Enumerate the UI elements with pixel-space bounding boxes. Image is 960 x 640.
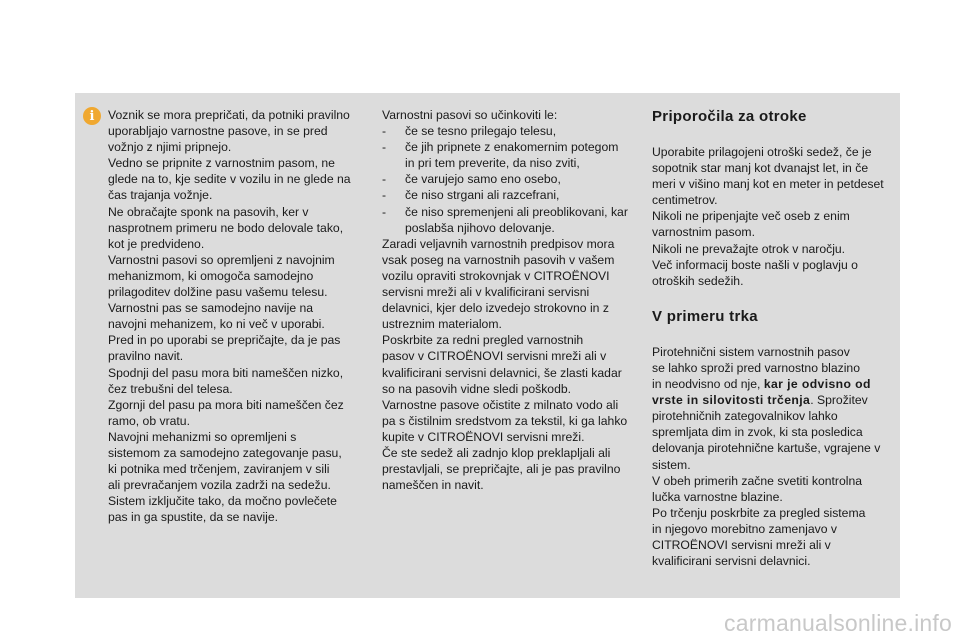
text-line: Varnostne pasove očistite z milnato vodo ali xyxy=(382,397,619,412)
text-line: vožnjo z njimi pripnejo. xyxy=(108,140,232,155)
collision-line: Pirotehnični sistem varnostnih pasov xyxy=(652,344,850,359)
text-line: Voznik se mora prepričati, da potniki pravilno xyxy=(108,108,350,122)
watermark: carmanualsonline.info xyxy=(724,610,952,636)
text-line: kot je predvideno. xyxy=(108,236,205,251)
collision-emphasis: kar je odvisno od xyxy=(763,377,871,392)
text-line: ki potnika med trčenjem, zaviranjem v sili xyxy=(108,462,330,477)
list-item xyxy=(382,139,635,171)
text-line: delavnici, kjer delo izvedejo strokovno in z xyxy=(382,301,609,316)
effectiveness-list xyxy=(382,123,635,236)
list-item-text: če varujejo samo eno osebo, xyxy=(405,172,561,187)
text-line: centimetrov. xyxy=(652,193,718,208)
effective-intro: Varnostni pasovi so učinkoviti le: xyxy=(382,108,558,122)
text-line: Poskrbite za redni pregled varnostnih xyxy=(382,333,584,348)
text-line: kvalificirani servisni delavnici, še zlasti kadar xyxy=(382,365,622,380)
text-line: V obeh primerih začne svetiti kontrolna xyxy=(652,473,863,488)
children-heading: Priporočila za otroke xyxy=(652,108,807,125)
text-line: prilagoditev dolžine pasu vašemu telesu. xyxy=(108,285,328,300)
collision-line xyxy=(652,392,888,408)
maintenance-text xyxy=(382,236,635,494)
text-line: navojni mehanizem, ko ni več v uporabi. xyxy=(108,317,325,332)
text-line: Navojni mehanizmi so opremljeni s xyxy=(108,429,297,444)
text-line: otroških sedežih. xyxy=(652,273,744,288)
text-line: Varnostni pasovi so opremljeni z navojnim xyxy=(108,252,335,267)
list-item xyxy=(382,204,635,236)
text-line: prestavljali, se prepričajte, ali je pas pravilno xyxy=(382,462,621,477)
text-line: Varnostni pas se samodejno navije na xyxy=(108,301,314,316)
collision-line xyxy=(652,376,888,392)
text-line: čas trajanja vožnje. xyxy=(108,188,213,203)
list-item-text: če niso strgani ali razcefrani, xyxy=(405,188,560,203)
text-line: Po trčenju poskrbite za pregled sistema xyxy=(652,505,866,520)
seatbelt-general-text xyxy=(108,107,361,525)
text-line: ali prevračanjem vozila zadrži na sedežu. xyxy=(108,478,331,493)
text-line: ustreznim materialom. xyxy=(382,317,502,332)
text-line: glede na to, kje sedite v vozilu in ne glede na xyxy=(108,172,351,187)
text-line: delovanja pirotehnične kartuše, vgrajene v xyxy=(652,441,881,456)
text-line: pas in ga spustite, da se navije. xyxy=(108,510,279,525)
text-line: pravilno navit. xyxy=(108,349,184,364)
collision-heading: V primeru trka xyxy=(652,307,758,325)
text-line: nasprotnem primeru ne bodo delovale tako, xyxy=(108,220,344,235)
text-line: kvalificirani servisni delavnici. xyxy=(652,554,811,569)
collision-emphasis: vrste in silovitosti trčenja xyxy=(652,393,811,408)
text-line: pasov v CITROËNOVI servisni mreži ali v xyxy=(382,349,607,364)
text-line: pa s čistilnim sredstvom za tekstil, ki ga lahko xyxy=(382,413,628,428)
collision-text xyxy=(652,344,888,569)
dash-bullet: - xyxy=(382,204,387,219)
text-line: Če ste sedež ali zadnjo klop preklapljali ali xyxy=(382,445,611,460)
text-line: Sistem izključite tako, da močno povlečete xyxy=(108,494,337,509)
text-line: spremljata dim in zvok, ki sta posledica xyxy=(652,425,863,440)
list-item xyxy=(382,187,635,203)
text-line: in njegovo morebitno zamenjavo v xyxy=(652,521,837,536)
text-line: pirotehničnih zategovalnikov lahko xyxy=(652,409,838,424)
text-line: nameščen in navit. xyxy=(382,478,484,493)
text-line: čez trebušni del telesa. xyxy=(108,381,233,396)
text-line: Več informacij boste našli v poglavju o xyxy=(652,257,858,272)
list-item-text: in pri tem preverite, da niso zviti, xyxy=(405,156,580,171)
list-item-text: če jih pripnete z enakomernim potegom xyxy=(405,140,619,155)
text-line: sistem. xyxy=(652,457,691,472)
text-line: meri v višino manj kot en meter in petdeset xyxy=(652,177,884,192)
dash-bullet: - xyxy=(382,172,387,187)
text-line: Nikoli ne pripenjajte več oseb z enim xyxy=(652,209,850,224)
collision-line: se lahko sproži pred varnostno blazino xyxy=(652,360,860,375)
text-line: varnostnim pasom. xyxy=(652,225,755,240)
text-line: Zgornji del pasu pa mora biti nameščen čez xyxy=(108,397,344,412)
children-text xyxy=(652,144,888,289)
text-line: uporabljajo varnostne pasove, in se pred xyxy=(108,124,328,139)
text-line: vozilu opraviti strokovnjak v CITROËNOVI xyxy=(382,268,610,283)
text-line: Vedno se pripnite z varnostnim pasom, ne xyxy=(108,156,335,171)
text-line: sopotnik star manj kot dvanajst let, in če xyxy=(652,161,869,176)
dash-bullet: - xyxy=(382,124,387,139)
text-line: Zaradi veljavnih varnostnih predpisov mora xyxy=(382,236,615,251)
dash-bullet: - xyxy=(382,188,387,203)
text-line: ramo, ob vratu. xyxy=(108,413,190,428)
list-item-text: če niso spremenjeni ali preoblikovani, kar xyxy=(405,204,628,219)
section-gap xyxy=(652,289,888,308)
column-left xyxy=(108,107,361,525)
text-line: Ne obračajte sponk na pasovih, ker v xyxy=(108,204,309,219)
dash-bullet: - xyxy=(382,140,387,155)
list-item xyxy=(382,171,635,187)
column-right xyxy=(652,108,888,569)
text-line: servisni mreži ali v kvalificirani servisni xyxy=(382,285,590,300)
text-line: mehanizmom, ki omogoča samodejno xyxy=(108,268,314,283)
text-line: so na pasovih vidne sledi poškodb. xyxy=(382,381,572,396)
list-item-text: poslabša njihovo delovanje. xyxy=(405,220,555,235)
text-line: Uporabite prilagojeni otroški sedež, če je xyxy=(652,145,872,159)
list-item xyxy=(382,123,635,139)
text-line: Nikoli ne prevažajte otrok v naročju. xyxy=(652,241,846,256)
collision-text-pre: in neodvisno od nje, xyxy=(652,377,764,392)
text-line: kupite v CITROËNOVI servisni mreži. xyxy=(382,429,585,444)
text-line: Spodnji del pasu mora biti nameščen nizko, xyxy=(108,365,344,380)
list-item-text: če se tesno prilegajo telesu, xyxy=(405,124,557,139)
text-line: Pred in po uporabi se prepričajte, da je pas xyxy=(108,333,341,348)
text-line: lučka varnostne blazine. xyxy=(652,489,783,504)
column-middle xyxy=(382,107,635,493)
collision-text-post: . Sprožitev xyxy=(810,393,868,408)
text-line: vsak poseg na varnostnih pasovih v vašem xyxy=(382,252,615,267)
info-icon: i xyxy=(83,107,101,125)
text-line: CITROËNOVI servisni mreži ali v xyxy=(652,537,831,552)
text-line: sistemom za samodejno zategovanje pasu, xyxy=(108,445,342,460)
